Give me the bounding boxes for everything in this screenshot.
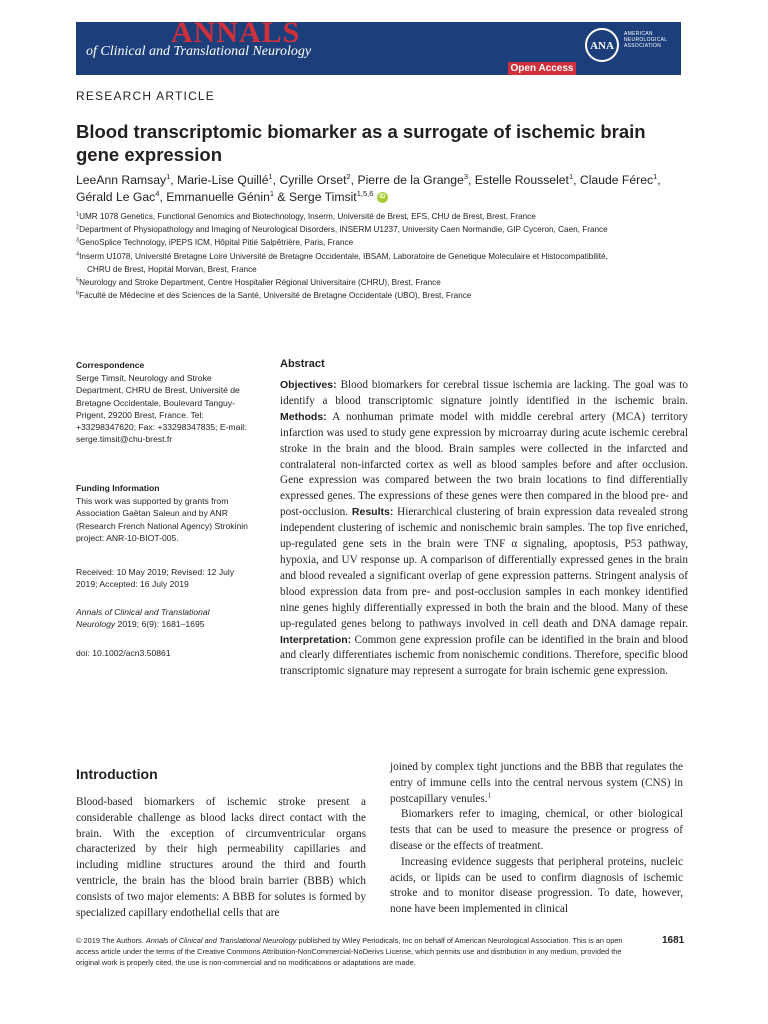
dates: Received: 10 May 2019; Revised: 12 July 2019; Accepted: 16 July 2019 [76, 567, 235, 590]
reference-link[interactable]: 1 [487, 790, 492, 799]
journal-name-subtitle: of Clinical and Translational Neurology [86, 44, 312, 59]
affiliation: $^4$Inserm U1078, Université Bretagne Loire Université de Bretagne Occidentale, IBSAM, Laboratoire de Genetique Moleculaire et Histocompatibilité, [76, 250, 608, 261]
funding-heading: Funding Information [76, 483, 160, 493]
affiliation: $^5$Neurology and Stroke Department, Centre Hospitalier Régional Universitaire (CHRU), Brest, France [76, 277, 441, 288]
affiliations [76, 210, 696, 302]
author-list: LeeAnn Ramsay$^1$, Marie-Lise Quillé$^1$, Cyrille Orset$^2$, Pierre de la Grange$^3$, Estelle Rousselet$^1$, Claude Férec$^1$, Gérald Le Gac$^4$, Emmanuelle Génin$^1$ & Serge Timsit$^{1,5,6}$ iD [76, 171, 661, 204]
orcid-icon[interactable]: iD [377, 192, 388, 203]
footer-license: © 2019 The Authors. Annals of Clinical and Translational Neurology published by Wiley Periodicals, Inc on behalf of American Neurological Association. This is an open access article under the terms of the Creative Commons Attribution-NonCommercial-NoDerivs License, which permits use and distribution in any medium, provided the original work is properly cited, the use is non-commercial and no modifications or adaptations are made. [76, 936, 623, 967]
doi[interactable]: doi: 10.1002/acn3.50861 [76, 648, 171, 658]
funding: Funding Information This work was supported by grants from Association Gaëtan Saleun and by ANR (Research French National Agency) Strokinin project: ANR-10-BIOT-005. [76, 482, 266, 544]
author: Marie-Lise Quillé [177, 173, 269, 187]
journal-banner [76, 22, 681, 75]
author: Estelle Rousselet [474, 173, 569, 187]
author: Gérald Le Gac [76, 189, 156, 204]
open-access-badge: Open Access [508, 62, 576, 75]
correspondence-heading: Correspondence [76, 360, 145, 370]
citation: Annals of Clinical and Translational Neurology 2019; 6(9): 1681–1695 [76, 607, 210, 630]
affiliation: $^2$Department of Physiopathology and Imaging of Neurological Disorders, INSERM U1237, University Caen Normandie, GIP Cyceron, Caen, France [76, 224, 608, 235]
association-name: AMERICAN NEUROLOGICAL ASSOCIATION [624, 31, 668, 49]
affiliation: $^1$UMR 1078 Genetics, Functional Genomics and Biotechnology, Inserm, Université de Brest, EFS, CHU de Brest, Brest, France [76, 211, 536, 221]
abstract-heading: Abstract [280, 358, 325, 370]
author: LeeAnn Ramsay [76, 173, 167, 187]
correspondence: Correspondence Serge Timsit, Neurology and Stroke Department, CHRU de Brest, Université de Bretagne Occidentale, Boulevard Tanguy- Prigent, 29200 Brest, France. Tel: +33298347620; Fax: +33298347835; E-mail: serge.timsit@chu-brest.fr [76, 359, 266, 445]
introduction-heading: Introduction [76, 766, 158, 782]
article-title: Blood transcriptomic biomarker as a surrogate of ischemic brain gene expression [76, 121, 646, 165]
intro-right-column [390, 760, 683, 918]
affiliation-continued: CHRU de Brest, Hopital Morvan, Brest, France [87, 264, 257, 274]
author: Pierre de la Grange [357, 173, 464, 187]
affiliation: $^6$Faculté de Médecine et des Sciences de la Santé, Université de Bretagne Occidentale (UBO), Brest, France [76, 290, 472, 301]
affiliation: $^3$GenoSplice Technology, iPEPS ICM, Hôpital Pitié Salpêtrière, Paris, France [76, 237, 354, 248]
ana-logo-icon [584, 27, 620, 63]
paragraph: Blood-based biomarkers of ischemic stroke present a considerable challenge as blood lacks direct contact with the brain. With the exception of circumventricular organs characterized by their high permeability capillaries and including midline structures around the third and fourth ventricle, the brain has the blood brain barrier (BBB) which consists of two major elements: A BBB for solutes is formed by specialized capillary endothelial cells that are [76, 796, 366, 919]
article-type: RESEARCH ARTICLE [76, 89, 216, 103]
ana-logo-text: ANA [590, 40, 614, 52]
paragraph: joined by complex tight junctions and the BBB that regulates the entry of immune cells into the central nervous system (CNS) in postcapillary venules.$^1$ [390, 761, 683, 805]
paragraph: Biomarkers refer to imaging, chemical, or other biological tests that can be used to measure the presence or progress of disease or the effects of treatment. [390, 808, 683, 852]
page-number: 1681 [662, 935, 685, 946]
author: Emmanuelle Génin [166, 189, 270, 204]
abstract-body: Objectives: Blood biomarkers for cerebral tissue ischemia are lacking. The goal was to identify a blood transcriptomic signature jointly identified in the ischemic brain. Methods: A nonhuman primate model with middle cerebral artery (MCA) territory infarction was used to study gene expression by microarray during acute ischemic cerebral stroke in the brain and the blood. Brain samples were collected in the infarcted and contralateral non-infarcted cortex as well as blood samples before and after occlusion. Gene expression was compared between the two brain locations to find differentially expressed genes. The expressions of these genes were then compared in the blood pre- and post-occlusion. Results: Hierarchical clustering of brain expression data revealed strong independent clustering of ischemic and nonischemic brain samples. The top five enriched, up-regulated gene sets in the brain were TNF α signaling, apoptosis, P53 pathway, hypoxia, and UV response up. A comparison of differentially expressed genes in the brain and blood revealed a significant overlap of gene expression patterns. Stringent analysis of blood expression data from pre- and post-occlusion samples in each monkey identified nine genes highly differentially expressed in both the brain and the blood. Many of these up-regulated genes belong to pathways involved in cell death and DNA damage repair. Interpretation: Common gene expression profile can be identified in the brain and blood and clearly differentiates ischemic from nonischemic conditions. Therefore, specific blood transcriptomic signature may represent a surrogate for brain ischemic gene expression. [280, 379, 688, 678]
journal-name-large: ANNALS [171, 22, 301, 49]
author: Cyrille Orset [279, 173, 347, 187]
author: Claude Férec [579, 173, 654, 187]
email-link[interactable]: serge.timsit@chu-brest.fr [76, 434, 173, 445]
intro-left-column [76, 795, 366, 921]
author: Serge Timsit [288, 189, 357, 204]
paragraph: Increasing evidence suggests that peripheral proteins, nucleic acids, or lipids can be used to confirm diagnosis of ischemic stroke and to monitor disease progression. To date, however, none have been implemented in clinical [390, 855, 683, 916]
